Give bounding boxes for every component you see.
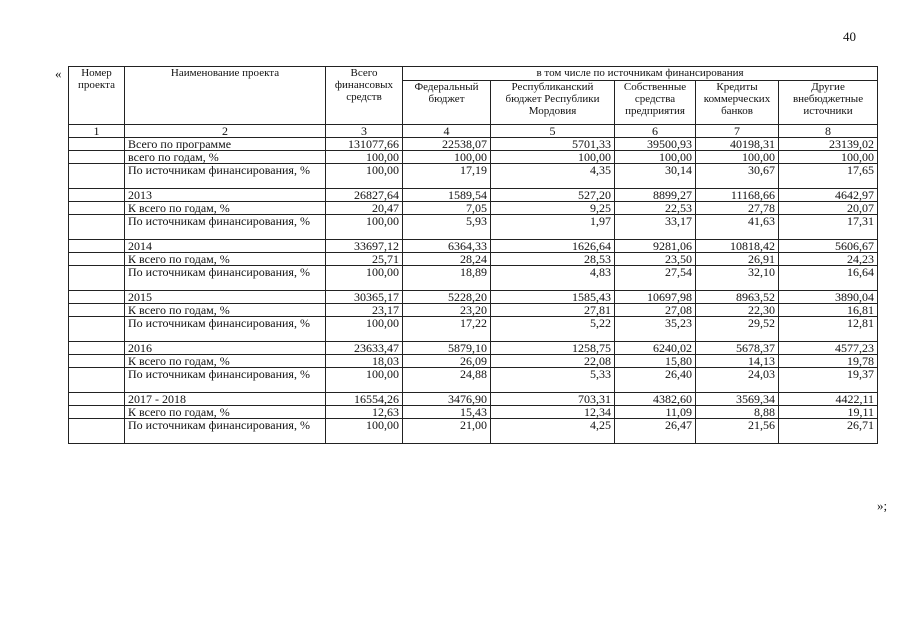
value-cell: 8899,27 bbox=[615, 189, 696, 202]
table-row bbox=[69, 355, 878, 368]
opening-quote: « bbox=[55, 66, 62, 81]
value-cell: 23633,47 bbox=[326, 342, 403, 355]
value-cell: 12,81 bbox=[779, 317, 878, 342]
value-cell: 15,43 bbox=[403, 406, 491, 419]
value-cell: 16554,26 bbox=[326, 393, 403, 406]
column-number: 4 bbox=[403, 125, 491, 138]
value-cell: 100,00 bbox=[326, 317, 403, 342]
table-row bbox=[69, 253, 878, 266]
value-cell: 100,00 bbox=[326, 266, 403, 291]
project-name-cell: По источникам финансирования, % bbox=[125, 368, 326, 393]
header-project-number: Номер проекта bbox=[69, 67, 125, 125]
project-number-cell bbox=[69, 138, 125, 151]
value-cell: 100,00 bbox=[403, 151, 491, 164]
value-cell: 100,00 bbox=[326, 215, 403, 240]
value-cell: 8963,52 bbox=[696, 291, 779, 304]
table-row bbox=[69, 368, 878, 393]
value-cell: 19,37 bbox=[779, 368, 878, 393]
value-cell: 100,00 bbox=[615, 151, 696, 164]
project-name-cell: К всего по годам, % bbox=[125, 253, 326, 266]
value-cell: 26,09 bbox=[403, 355, 491, 368]
header-project-name: Наименование проекта bbox=[125, 67, 326, 125]
value-cell: 6240,02 bbox=[615, 342, 696, 355]
value-cell: 18,03 bbox=[326, 355, 403, 368]
table-row bbox=[69, 342, 878, 355]
value-cell: 21,00 bbox=[403, 419, 491, 444]
value-cell: 23139,02 bbox=[779, 138, 878, 151]
value-cell: 16,81 bbox=[779, 304, 878, 317]
table-row bbox=[69, 266, 878, 291]
value-cell: 131077,66 bbox=[326, 138, 403, 151]
value-cell: 18,89 bbox=[403, 266, 491, 291]
value-cell: 22,30 bbox=[696, 304, 779, 317]
value-cell: 4577,23 bbox=[779, 342, 878, 355]
table-row bbox=[69, 240, 878, 253]
project-number-cell bbox=[69, 266, 125, 291]
value-cell: 24,88 bbox=[403, 368, 491, 393]
table-row bbox=[69, 304, 878, 317]
table-row bbox=[69, 151, 878, 164]
project-number-cell bbox=[69, 291, 125, 304]
project-number-cell bbox=[69, 215, 125, 240]
project-name-cell: К всего по годам, % bbox=[125, 202, 326, 215]
project-name-cell: 2016 bbox=[125, 342, 326, 355]
value-cell: 5879,10 bbox=[403, 342, 491, 355]
project-name-cell: 2017 - 2018 bbox=[125, 393, 326, 406]
column-number: 5 bbox=[491, 125, 615, 138]
value-cell: 11168,66 bbox=[696, 189, 779, 202]
financing-table bbox=[68, 66, 878, 444]
table-row bbox=[69, 419, 878, 444]
project-name-cell: По источникам финансирования, % bbox=[125, 419, 326, 444]
value-cell: 5,93 bbox=[403, 215, 491, 240]
value-cell: 5,33 bbox=[491, 368, 615, 393]
value-cell: 4642,97 bbox=[779, 189, 878, 202]
value-cell: 28,24 bbox=[403, 253, 491, 266]
value-cell: 4,35 bbox=[491, 164, 615, 189]
table-row bbox=[69, 393, 878, 406]
value-cell: 11,09 bbox=[615, 406, 696, 419]
project-number-cell bbox=[69, 202, 125, 215]
value-cell: 26,91 bbox=[696, 253, 779, 266]
value-cell: 1,97 bbox=[491, 215, 615, 240]
project-number-cell bbox=[69, 355, 125, 368]
table-row bbox=[69, 317, 878, 342]
project-name-cell: По источникам финансирования, % bbox=[125, 266, 326, 291]
table-row bbox=[69, 202, 878, 215]
value-cell: 26,47 bbox=[615, 419, 696, 444]
value-cell: 35,23 bbox=[615, 317, 696, 342]
table-row bbox=[69, 164, 878, 189]
project-name-cell: К всего по годам, % bbox=[125, 304, 326, 317]
value-cell: 22,53 bbox=[615, 202, 696, 215]
value-cell: 26827,64 bbox=[326, 189, 403, 202]
project-name-cell: По источникам финансирования, % bbox=[125, 317, 326, 342]
value-cell: 100,00 bbox=[326, 151, 403, 164]
value-cell: 100,00 bbox=[696, 151, 779, 164]
header-funding-sources-group: в том числе по источникам финансирования bbox=[403, 67, 878, 81]
project-number-cell bbox=[69, 342, 125, 355]
value-cell: 27,81 bbox=[491, 304, 615, 317]
value-cell: 1589,54 bbox=[403, 189, 491, 202]
column-number: 3 bbox=[326, 125, 403, 138]
project-number-cell bbox=[69, 240, 125, 253]
page-number: 40 bbox=[843, 29, 856, 44]
value-cell: 100,00 bbox=[491, 151, 615, 164]
value-cell: 27,08 bbox=[615, 304, 696, 317]
value-cell: 39500,93 bbox=[615, 138, 696, 151]
table-body bbox=[69, 138, 878, 444]
value-cell: 26,71 bbox=[779, 419, 878, 444]
value-cell: 7,05 bbox=[403, 202, 491, 215]
value-cell: 21,56 bbox=[696, 419, 779, 444]
value-cell: 4422,11 bbox=[779, 393, 878, 406]
value-cell: 5228,20 bbox=[403, 291, 491, 304]
value-cell: 30365,17 bbox=[326, 291, 403, 304]
table-row bbox=[69, 406, 878, 419]
value-cell: 4,83 bbox=[491, 266, 615, 291]
value-cell: 17,65 bbox=[779, 164, 878, 189]
value-cell: 26,40 bbox=[615, 368, 696, 393]
project-number-cell bbox=[69, 419, 125, 444]
value-cell: 23,50 bbox=[615, 253, 696, 266]
value-cell: 1585,43 bbox=[491, 291, 615, 304]
column-numbers-row bbox=[69, 125, 878, 138]
project-name-cell: По источникам финансирования, % bbox=[125, 215, 326, 240]
project-number-cell bbox=[69, 304, 125, 317]
value-cell: 9281,06 bbox=[615, 240, 696, 253]
table-row bbox=[69, 138, 878, 151]
value-cell: 30,14 bbox=[615, 164, 696, 189]
value-cell: 100,00 bbox=[326, 368, 403, 393]
value-cell: 10697,98 bbox=[615, 291, 696, 304]
value-cell: 12,34 bbox=[491, 406, 615, 419]
value-cell: 703,31 bbox=[491, 393, 615, 406]
value-cell: 5678,37 bbox=[696, 342, 779, 355]
value-cell: 100,00 bbox=[326, 419, 403, 444]
project-number-cell bbox=[69, 406, 125, 419]
value-cell: 5,22 bbox=[491, 317, 615, 342]
header-republican-budget: Республиканский бюджет Республики Мордовия bbox=[491, 81, 615, 125]
value-cell: 24,03 bbox=[696, 368, 779, 393]
value-cell: 17,31 bbox=[779, 215, 878, 240]
column-number: 7 bbox=[696, 125, 779, 138]
value-cell: 32,10 bbox=[696, 266, 779, 291]
header-bank-loans: Кредиты коммерческих банков bbox=[696, 81, 779, 125]
value-cell: 1258,75 bbox=[491, 342, 615, 355]
header-federal-budget: Федеральный бюджет bbox=[403, 81, 491, 125]
project-name-cell: К всего по годам, % bbox=[125, 406, 326, 419]
project-number-cell bbox=[69, 151, 125, 164]
value-cell: 100,00 bbox=[326, 164, 403, 189]
project-number-cell bbox=[69, 368, 125, 393]
table-row bbox=[69, 189, 878, 202]
value-cell: 4,25 bbox=[491, 419, 615, 444]
value-cell: 12,63 bbox=[326, 406, 403, 419]
value-cell: 100,00 bbox=[779, 151, 878, 164]
table-row bbox=[69, 291, 878, 304]
value-cell: 40198,31 bbox=[696, 138, 779, 151]
value-cell: 9,25 bbox=[491, 202, 615, 215]
value-cell: 6364,33 bbox=[403, 240, 491, 253]
project-name-cell: 2015 bbox=[125, 291, 326, 304]
value-cell: 24,23 bbox=[779, 253, 878, 266]
value-cell: 14,13 bbox=[696, 355, 779, 368]
value-cell: 20,07 bbox=[779, 202, 878, 215]
value-cell: 3890,04 bbox=[779, 291, 878, 304]
header-own-funds: Собственные средства предприятия bbox=[615, 81, 696, 125]
value-cell: 20,47 bbox=[326, 202, 403, 215]
value-cell: 1626,64 bbox=[491, 240, 615, 253]
value-cell: 19,78 bbox=[779, 355, 878, 368]
project-name-cell: 2014 bbox=[125, 240, 326, 253]
value-cell: 33,17 bbox=[615, 215, 696, 240]
value-cell: 41,63 bbox=[696, 215, 779, 240]
value-cell: 16,64 bbox=[779, 266, 878, 291]
value-cell: 17,19 bbox=[403, 164, 491, 189]
project-name-cell: К всего по годам, % bbox=[125, 355, 326, 368]
value-cell: 4382,60 bbox=[615, 393, 696, 406]
closing-quote: »; bbox=[877, 498, 888, 513]
project-number-cell bbox=[69, 164, 125, 189]
value-cell: 33697,12 bbox=[326, 240, 403, 253]
project-number-cell bbox=[69, 317, 125, 342]
value-cell: 27,78 bbox=[696, 202, 779, 215]
value-cell: 30,67 bbox=[696, 164, 779, 189]
value-cell: 15,80 bbox=[615, 355, 696, 368]
value-cell: 22538,07 bbox=[403, 138, 491, 151]
value-cell: 3569,34 bbox=[696, 393, 779, 406]
value-cell: 5701,33 bbox=[491, 138, 615, 151]
header-other-sources: Другие внебюджетные источники bbox=[779, 81, 878, 125]
value-cell: 3476,90 bbox=[403, 393, 491, 406]
project-number-cell bbox=[69, 189, 125, 202]
project-name-cell: По источникам финансирования, % bbox=[125, 164, 326, 189]
value-cell: 17,22 bbox=[403, 317, 491, 342]
value-cell: 10818,42 bbox=[696, 240, 779, 253]
project-name-cell: всего по годам, % bbox=[125, 151, 326, 164]
value-cell: 22,08 bbox=[491, 355, 615, 368]
column-number: 1 bbox=[69, 125, 125, 138]
project-number-cell bbox=[69, 253, 125, 266]
project-name-cell: Всего по программе bbox=[125, 138, 326, 151]
column-number: 2 bbox=[125, 125, 326, 138]
project-number-cell bbox=[69, 393, 125, 406]
project-name-cell: 2013 bbox=[125, 189, 326, 202]
value-cell: 29,52 bbox=[696, 317, 779, 342]
header-total-funds: Всего финансовых средств bbox=[326, 67, 403, 125]
column-number: 8 bbox=[779, 125, 878, 138]
value-cell: 28,53 bbox=[491, 253, 615, 266]
value-cell: 23,17 bbox=[326, 304, 403, 317]
value-cell: 527,20 bbox=[491, 189, 615, 202]
value-cell: 8,88 bbox=[696, 406, 779, 419]
value-cell: 23,20 bbox=[403, 304, 491, 317]
value-cell: 25,71 bbox=[326, 253, 403, 266]
column-number: 6 bbox=[615, 125, 696, 138]
value-cell: 27,54 bbox=[615, 266, 696, 291]
value-cell: 19,11 bbox=[779, 406, 878, 419]
value-cell: 5606,67 bbox=[779, 240, 878, 253]
table-row bbox=[69, 215, 878, 240]
